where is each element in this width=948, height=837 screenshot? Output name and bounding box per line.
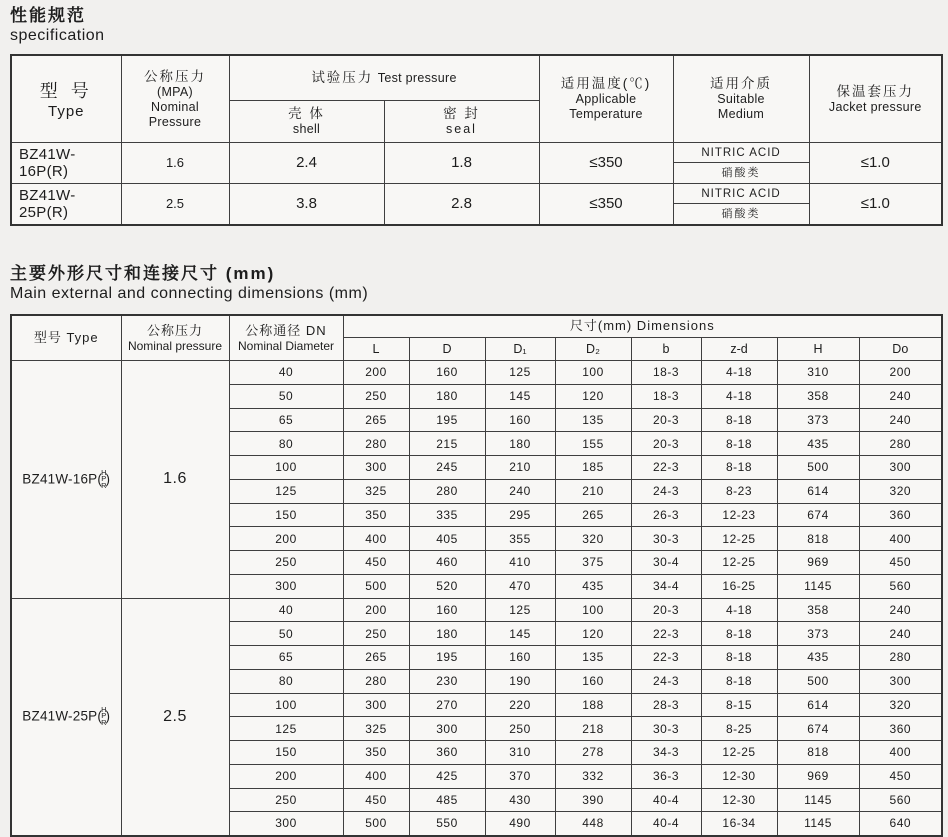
dims-value-cell: 430 bbox=[485, 788, 555, 812]
spec-medium-en: NITRIC ACID bbox=[674, 184, 809, 204]
dims-col-header: Do bbox=[859, 338, 942, 361]
spec-table-body bbox=[11, 142, 942, 225]
dims-value-cell: 180 bbox=[409, 622, 485, 646]
spec-header-nominal-pressure bbox=[121, 55, 229, 142]
dimensions-table bbox=[10, 314, 943, 837]
dims-header-dimensions-title bbox=[343, 315, 942, 338]
dims-value-cell: 250 bbox=[343, 384, 409, 408]
dims-value-cell: 12-23 bbox=[701, 503, 777, 527]
dims-value-cell: 12-30 bbox=[701, 788, 777, 812]
dims-value-cell: 300 bbox=[859, 669, 942, 693]
dims-value-cell: 160 bbox=[555, 669, 631, 693]
dims-dn-cell: 300 bbox=[229, 574, 343, 598]
dims-value-cell: 280 bbox=[859, 432, 942, 456]
dims-value-cell: 250 bbox=[343, 622, 409, 646]
dims-value-cell: 8-15 bbox=[701, 693, 777, 717]
spec-header-np-zh: 公称压力 bbox=[144, 68, 206, 84]
dims-value-cell: 160 bbox=[409, 361, 485, 385]
spec-type-cell: BZ41W-16P(R) bbox=[11, 142, 121, 183]
dims-value-cell: 245 bbox=[409, 456, 485, 480]
dims-value-cell: 220 bbox=[485, 693, 555, 717]
dims-value-cell: 460 bbox=[409, 551, 485, 575]
dims-value-cell: 674 bbox=[777, 717, 859, 741]
dims-value-cell: 8-18 bbox=[701, 669, 777, 693]
dims-value-cell: 34-3 bbox=[631, 741, 701, 765]
dims-value-cell: 450 bbox=[859, 551, 942, 575]
dims-value-cell: 100 bbox=[555, 361, 631, 385]
dims-header-type bbox=[11, 315, 121, 361]
dims-value-cell: 230 bbox=[409, 669, 485, 693]
dims-value-cell: 425 bbox=[409, 764, 485, 788]
spec-jacket-cell: ≤1.0 bbox=[809, 142, 942, 183]
dims-value-cell: 195 bbox=[409, 646, 485, 670]
dims-value-cell: 265 bbox=[555, 503, 631, 527]
dims-value-cell: 280 bbox=[343, 669, 409, 693]
dims-header-type-label: 型号 Type bbox=[33, 329, 99, 345]
spec-nominal-pressure-cell: 2.5 bbox=[121, 183, 229, 225]
dims-value-cell: 155 bbox=[555, 432, 631, 456]
dims-dn-cell: 200 bbox=[229, 764, 343, 788]
dims-value-cell: 8-23 bbox=[701, 479, 777, 503]
dims-dn-cell: 100 bbox=[229, 456, 343, 480]
dims-value-cell: 614 bbox=[777, 693, 859, 717]
spec-header-seal-zh: 密 封 bbox=[443, 106, 480, 121]
spec-temperature-cell: ≤350 bbox=[539, 142, 673, 183]
dims-value-cell: 500 bbox=[343, 574, 409, 598]
dims-value-cell: 300 bbox=[343, 693, 409, 717]
dims-value-cell: 373 bbox=[777, 408, 859, 432]
dims-value-cell: 240 bbox=[859, 598, 942, 622]
dims-type-prefix: BZ41W-25P( bbox=[22, 708, 103, 724]
dims-dn-cell: 80 bbox=[229, 432, 343, 456]
dims-type-prefix: BZ41W-16P( bbox=[22, 470, 103, 486]
dims-value-cell: 12-25 bbox=[701, 551, 777, 575]
dims-value-cell: 100 bbox=[555, 598, 631, 622]
dims-value-cell: 410 bbox=[485, 551, 555, 575]
dims-group-type-cell bbox=[11, 598, 121, 836]
dims-value-cell: 40-4 bbox=[631, 788, 701, 812]
dims-value-cell: 190 bbox=[485, 669, 555, 693]
dims-dn-cell: 150 bbox=[229, 503, 343, 527]
dims-value-cell: 560 bbox=[859, 574, 942, 598]
dims-header-nominal-diameter bbox=[229, 315, 343, 361]
dims-type-suffix: ) bbox=[105, 470, 111, 486]
dims-value-cell: 24-3 bbox=[631, 669, 701, 693]
dims-dn-cell: 200 bbox=[229, 527, 343, 551]
spec-medium-cell bbox=[673, 183, 809, 225]
dims-value-cell: 145 bbox=[485, 622, 555, 646]
dims-header-nominal-pressure bbox=[121, 315, 229, 361]
dims-col-header: D bbox=[409, 338, 485, 361]
dims-value-cell: 278 bbox=[555, 741, 631, 765]
dims-dn-cell: 50 bbox=[229, 622, 343, 646]
dims-group-type-cell bbox=[11, 361, 121, 599]
dims-value-cell: 22-3 bbox=[631, 456, 701, 480]
dims-value-cell: 320 bbox=[555, 527, 631, 551]
spec-header-seal-en: seal bbox=[446, 122, 477, 136]
dims-value-cell: 18-3 bbox=[631, 384, 701, 408]
spec-header-jacket-zh: 保温套压力 bbox=[836, 83, 915, 99]
dims-value-cell: 614 bbox=[777, 479, 859, 503]
dims-value-cell: 185 bbox=[555, 456, 631, 480]
dims-value-cell: 215 bbox=[409, 432, 485, 456]
section-title-specification bbox=[10, 6, 941, 45]
dims-value-cell: 16-25 bbox=[701, 574, 777, 598]
dims-value-cell: 300 bbox=[343, 456, 409, 480]
dims-value-cell: 145 bbox=[485, 384, 555, 408]
dims-value-cell: 373 bbox=[777, 622, 859, 646]
section-gap bbox=[10, 226, 941, 264]
dims-value-cell: 400 bbox=[859, 527, 942, 551]
dims-value-cell: 4-18 bbox=[701, 384, 777, 408]
dims-value-cell: 22-3 bbox=[631, 622, 701, 646]
dims-value-cell: 448 bbox=[555, 812, 631, 836]
spec-header-temp-en1: Applicable bbox=[575, 92, 637, 107]
spec-header-shell-en: shell bbox=[292, 122, 321, 136]
dims-value-cell: 360 bbox=[859, 503, 942, 527]
spec-header-np-en2: Pressure bbox=[148, 114, 202, 129]
dims-value-cell: 160 bbox=[409, 598, 485, 622]
section2-title-zh: 主要外形尺寸和连接尺寸 (mm) bbox=[10, 263, 276, 283]
dims-value-cell: 560 bbox=[859, 788, 942, 812]
dims-value-cell: 325 bbox=[343, 479, 409, 503]
dims-row bbox=[11, 598, 942, 622]
dims-value-cell: 300 bbox=[409, 717, 485, 741]
dims-group-pressure-cell: 1.6 bbox=[121, 361, 229, 599]
dims-value-cell: 325 bbox=[343, 717, 409, 741]
dims-value-cell: 490 bbox=[485, 812, 555, 836]
dims-value-cell: 355 bbox=[485, 527, 555, 551]
dims-header-dims-label: 尺寸(mm) Dimensions bbox=[569, 318, 715, 334]
dims-value-cell: 8-18 bbox=[701, 408, 777, 432]
dims-value-cell: 360 bbox=[859, 717, 942, 741]
dims-value-cell: 20-3 bbox=[631, 598, 701, 622]
dims-value-cell: 1145 bbox=[777, 574, 859, 598]
dims-value-cell: 375 bbox=[555, 551, 631, 575]
dims-value-cell: 520 bbox=[409, 574, 485, 598]
dims-value-cell: 358 bbox=[777, 598, 859, 622]
dims-value-cell: 550 bbox=[409, 812, 485, 836]
dims-value-cell: 265 bbox=[343, 408, 409, 432]
dims-value-cell: 1145 bbox=[777, 788, 859, 812]
dims-value-cell: 405 bbox=[409, 527, 485, 551]
spec-header-shell-zh: 壳 体 bbox=[288, 106, 325, 121]
dims-value-cell: 8-18 bbox=[701, 646, 777, 670]
dims-value-cell: 30-3 bbox=[631, 717, 701, 741]
spec-type-cell: BZ41W-25P(R) bbox=[11, 183, 121, 225]
dims-value-cell: 36-3 bbox=[631, 764, 701, 788]
dims-value-cell: 8-25 bbox=[701, 717, 777, 741]
dims-value-cell: 640 bbox=[859, 812, 942, 836]
dims-value-cell: 210 bbox=[555, 479, 631, 503]
dims-dn-cell: 80 bbox=[229, 669, 343, 693]
dims-value-cell: 200 bbox=[343, 361, 409, 385]
spec-header-medium-en2: Medium bbox=[717, 107, 765, 122]
dims-dn-cell: 40 bbox=[229, 598, 343, 622]
dims-col-header: b bbox=[631, 338, 701, 361]
dims-value-cell: 195 bbox=[409, 408, 485, 432]
spec-header-medium bbox=[673, 55, 809, 142]
dims-value-cell: 4-18 bbox=[701, 361, 777, 385]
dims-value-cell: 12-25 bbox=[701, 527, 777, 551]
dims-value-cell: 390 bbox=[555, 788, 631, 812]
dims-dn-cell: 65 bbox=[229, 646, 343, 670]
spec-nominal-pressure-cell: 1.6 bbox=[121, 142, 229, 183]
dims-value-cell: 218 bbox=[555, 717, 631, 741]
spec-shell-cell: 2.4 bbox=[229, 142, 384, 183]
spec-header-type-zh: 型 号 bbox=[39, 81, 93, 102]
spec-row bbox=[11, 183, 942, 225]
dims-value-cell: 240 bbox=[485, 479, 555, 503]
spec-header-temp-en2: Temperature bbox=[569, 107, 643, 122]
spec-seal-cell: 1.8 bbox=[384, 142, 539, 183]
spec-header-temp-zh: 适用温度(℃) bbox=[560, 76, 652, 92]
dims-value-cell: 270 bbox=[409, 693, 485, 717]
dims-dn-cell: 150 bbox=[229, 741, 343, 765]
dims-value-cell: 435 bbox=[777, 646, 859, 670]
dims-value-cell: 20-3 bbox=[631, 408, 701, 432]
dims-value-cell: 135 bbox=[555, 646, 631, 670]
dims-value-cell: 8-18 bbox=[701, 622, 777, 646]
spec-medium-en: NITRIC ACID bbox=[674, 143, 809, 163]
spec-header-test-zh: 试验压力 bbox=[311, 69, 374, 85]
dims-value-cell: 120 bbox=[555, 384, 631, 408]
spec-header-jacket-en: Jacket pressure bbox=[828, 99, 922, 114]
dims-value-cell: 400 bbox=[343, 527, 409, 551]
dims-dn-cell: 65 bbox=[229, 408, 343, 432]
dims-dn-cell: 125 bbox=[229, 717, 343, 741]
dims-value-cell: 240 bbox=[859, 408, 942, 432]
dims-row bbox=[11, 361, 942, 385]
dims-value-cell: 300 bbox=[859, 456, 942, 480]
dims-value-cell: 280 bbox=[343, 432, 409, 456]
dims-value-cell: 500 bbox=[777, 669, 859, 693]
dims-value-cell: 500 bbox=[343, 812, 409, 836]
spec-shell-cell: 3.8 bbox=[229, 183, 384, 225]
dims-value-cell: 969 bbox=[777, 764, 859, 788]
dims-col-header: z-d bbox=[701, 338, 777, 361]
dims-type-stack: H P R bbox=[101, 704, 107, 727]
spec-row bbox=[11, 142, 942, 183]
dims-value-cell: 400 bbox=[343, 764, 409, 788]
dims-value-cell: 358 bbox=[777, 384, 859, 408]
dims-value-cell: 280 bbox=[409, 479, 485, 503]
spec-header-medium-zh: 适用介质 bbox=[710, 76, 773, 92]
dims-value-cell: 310 bbox=[777, 361, 859, 385]
dims-table-body bbox=[11, 361, 942, 836]
dims-dn-cell: 300 bbox=[229, 812, 343, 836]
dims-value-cell: 240 bbox=[859, 622, 942, 646]
spec-header-test-pressure bbox=[229, 55, 539, 100]
dims-dn-cell: 50 bbox=[229, 384, 343, 408]
dims-value-cell: 20-3 bbox=[631, 432, 701, 456]
spec-header-medium-en1: Suitable bbox=[717, 92, 765, 107]
dims-header-dn-zh: 公称通径 DN bbox=[245, 322, 327, 338]
spec-medium-zh: 硝酸类 bbox=[721, 207, 761, 220]
dims-value-cell: 280 bbox=[859, 646, 942, 670]
dims-value-cell: 8-18 bbox=[701, 432, 777, 456]
dims-value-cell: 24-3 bbox=[631, 479, 701, 503]
spec-header-shell bbox=[229, 100, 384, 142]
dims-value-cell: 135 bbox=[555, 408, 631, 432]
dims-value-cell: 12-25 bbox=[701, 741, 777, 765]
dims-value-cell: 240 bbox=[859, 384, 942, 408]
dims-value-cell: 435 bbox=[777, 432, 859, 456]
dims-col-header: L bbox=[343, 338, 409, 361]
dims-value-cell: 470 bbox=[485, 574, 555, 598]
dims-value-cell: 435 bbox=[555, 574, 631, 598]
spec-medium-cell bbox=[673, 142, 809, 183]
dims-value-cell: 818 bbox=[777, 527, 859, 551]
dims-value-cell: 500 bbox=[777, 456, 859, 480]
dims-value-cell: 180 bbox=[485, 432, 555, 456]
dims-value-cell: 18-3 bbox=[631, 361, 701, 385]
dims-header-np-zh: 公称压力 bbox=[146, 322, 203, 338]
dims-header-dn-en: Nominal Diameter bbox=[237, 338, 335, 353]
spec-seal-cell: 2.8 bbox=[384, 183, 539, 225]
dims-value-cell: 350 bbox=[343, 741, 409, 765]
dims-value-cell: 30-4 bbox=[631, 551, 701, 575]
dims-value-cell: 320 bbox=[859, 693, 942, 717]
section-title-dimensions bbox=[10, 264, 941, 303]
dims-value-cell: 335 bbox=[409, 503, 485, 527]
dims-value-cell: 674 bbox=[777, 503, 859, 527]
dims-value-cell: 200 bbox=[343, 598, 409, 622]
dims-value-cell: 34-4 bbox=[631, 574, 701, 598]
dims-value-cell: 8-18 bbox=[701, 456, 777, 480]
dims-value-cell: 28-3 bbox=[631, 693, 701, 717]
dims-header-np-en: Nominal pressure bbox=[127, 338, 223, 353]
section1-title-en: specification bbox=[10, 27, 105, 44]
spec-header-test-en: Test pressure bbox=[377, 70, 457, 85]
dims-value-cell: 160 bbox=[485, 646, 555, 670]
dims-type-suffix: ) bbox=[105, 708, 111, 724]
dims-value-cell: 310 bbox=[485, 741, 555, 765]
specification-table bbox=[10, 54, 943, 226]
dims-dn-cell: 100 bbox=[229, 693, 343, 717]
dims-value-cell: 350 bbox=[343, 503, 409, 527]
dims-value-cell: 12-30 bbox=[701, 764, 777, 788]
dims-value-cell: 450 bbox=[343, 788, 409, 812]
dims-value-cell: 120 bbox=[555, 622, 631, 646]
section1-title-zh: 性能规范 bbox=[10, 6, 86, 25]
dims-dn-cell: 125 bbox=[229, 479, 343, 503]
dims-value-cell: 1145 bbox=[777, 812, 859, 836]
spec-header-type bbox=[11, 55, 121, 142]
dims-value-cell: 200 bbox=[859, 361, 942, 385]
dims-value-cell: 4-18 bbox=[701, 598, 777, 622]
dims-value-cell: 320 bbox=[859, 479, 942, 503]
spec-header-seal bbox=[384, 100, 539, 142]
dims-value-cell: 400 bbox=[859, 741, 942, 765]
spec-header-type-en: Type bbox=[47, 103, 85, 121]
dims-value-cell: 485 bbox=[409, 788, 485, 812]
dims-value-cell: 450 bbox=[859, 764, 942, 788]
dims-value-cell: 125 bbox=[485, 598, 555, 622]
dims-value-cell: 30-3 bbox=[631, 527, 701, 551]
dims-value-cell: 40-4 bbox=[631, 812, 701, 836]
dims-col-header: D₂ bbox=[555, 338, 631, 361]
dims-value-cell: 125 bbox=[485, 361, 555, 385]
dims-value-cell: 160 bbox=[485, 408, 555, 432]
dims-dn-cell: 250 bbox=[229, 788, 343, 812]
dims-col-header: D₁ bbox=[485, 338, 555, 361]
dims-value-cell: 265 bbox=[343, 646, 409, 670]
dims-value-cell: 295 bbox=[485, 503, 555, 527]
dims-value-cell: 332 bbox=[555, 764, 631, 788]
dims-value-cell: 818 bbox=[777, 741, 859, 765]
dims-value-cell: 370 bbox=[485, 764, 555, 788]
spec-jacket-cell: ≤1.0 bbox=[809, 183, 942, 225]
spec-temperature-cell: ≤350 bbox=[539, 183, 673, 225]
dims-dn-cell: 40 bbox=[229, 361, 343, 385]
section2-title-en: Main external and connecting dimensions (mm) bbox=[10, 284, 369, 302]
spec-header-temperature bbox=[539, 55, 673, 142]
dims-col-header: H bbox=[777, 338, 859, 361]
dims-value-cell: 16-34 bbox=[701, 812, 777, 836]
spec-header-np-en1: Nominal bbox=[151, 99, 199, 114]
dims-value-cell: 210 bbox=[485, 456, 555, 480]
dims-value-cell: 22-3 bbox=[631, 646, 701, 670]
dims-value-cell: 250 bbox=[485, 717, 555, 741]
dims-value-cell: 180 bbox=[409, 384, 485, 408]
dims-group-pressure-cell: 2.5 bbox=[121, 598, 229, 836]
dims-value-cell: 360 bbox=[409, 741, 485, 765]
dims-value-cell: 450 bbox=[343, 551, 409, 575]
spec-medium-zh: 硝酸类 bbox=[721, 166, 761, 179]
spec-header-np-mpa: (MPA) bbox=[157, 84, 193, 99]
dims-value-cell: 26-3 bbox=[631, 503, 701, 527]
spec-header-jacket-pressure bbox=[809, 55, 942, 142]
dims-value-cell: 188 bbox=[555, 693, 631, 717]
dims-value-cell: 969 bbox=[777, 551, 859, 575]
dims-dn-cell: 250 bbox=[229, 551, 343, 575]
dims-type-stack: H P R bbox=[101, 467, 107, 490]
